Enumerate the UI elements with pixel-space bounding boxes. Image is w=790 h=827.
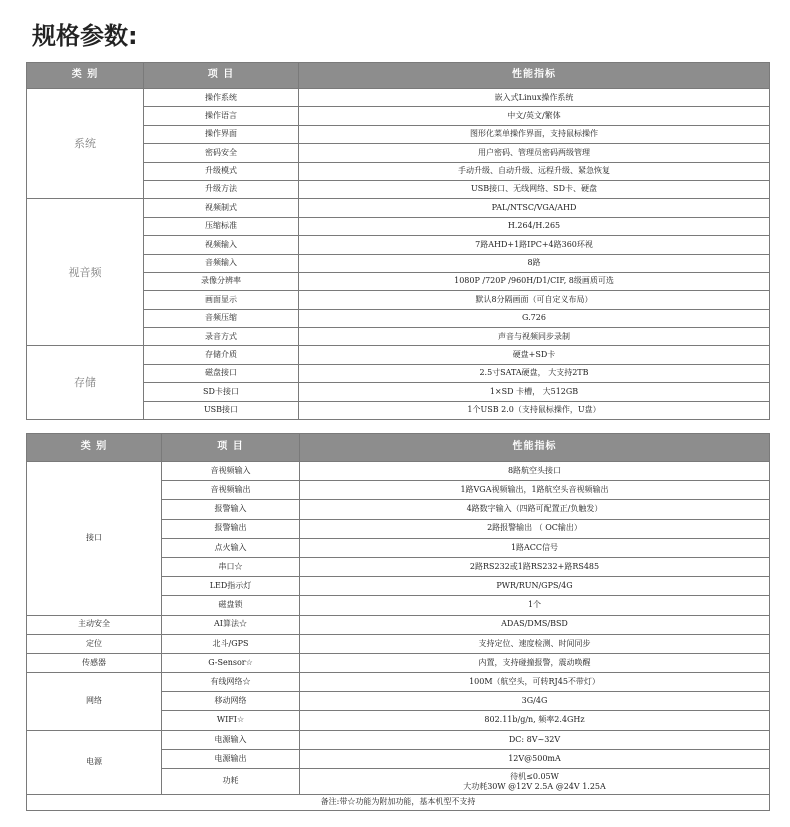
spec-cell: 用户密码、管理员密码两级管理 bbox=[299, 144, 770, 162]
item-cell: G-Sensor☆ bbox=[162, 653, 300, 672]
spec-cell: PAL/NTSC/VGA/AHD bbox=[299, 199, 770, 217]
spec-cell: 7路AHD+1路IPC+4路360环视 bbox=[299, 236, 770, 254]
table-row bbox=[27, 673, 770, 692]
item-cell: SD卡接口 bbox=[144, 383, 299, 401]
item-cell: 操作语言 bbox=[144, 107, 299, 125]
item-cell: 磁盘锁 bbox=[162, 596, 300, 615]
item-cell: 升级模式 bbox=[144, 162, 299, 180]
item-cell: 串口☆ bbox=[162, 557, 300, 576]
category-cell: 接口 bbox=[27, 462, 162, 616]
category-cell: 定位 bbox=[27, 634, 162, 653]
item-cell: 操作系统 bbox=[144, 89, 299, 107]
spec-cell: 1×SD 卡槽， 大512GB bbox=[299, 383, 770, 401]
category-cell: 存储 bbox=[27, 346, 144, 420]
item-cell: 画面显示 bbox=[144, 291, 299, 309]
header-item: 项 目 bbox=[162, 434, 300, 462]
header-category: 类 别 bbox=[27, 434, 162, 462]
table-row bbox=[27, 653, 770, 672]
item-cell: 电源输出 bbox=[162, 749, 300, 768]
header-spec: 性能指标 bbox=[300, 434, 770, 462]
item-cell: 升级方法 bbox=[144, 180, 299, 198]
spec-cell: USB接口、无线网络、SD卡、硬盘 bbox=[299, 180, 770, 198]
spec-cell: DC: 8V~32V bbox=[300, 730, 770, 749]
spec-cell: 嵌入式Linux操作系统 bbox=[299, 89, 770, 107]
spec-cell: 1路VGA视频输出，1路航空头音视频输出 bbox=[300, 481, 770, 500]
spec-cell: 内置，支持碰撞报警，震动唤醒 bbox=[300, 653, 770, 672]
spec-cell: 802.11b/g/n, 频率2.4GHz bbox=[300, 711, 770, 730]
spec-cell: 2路报警输出 （ OC输出） bbox=[300, 519, 770, 538]
spec-cell: 2.5寸SATA硬盘， 大支持2TB bbox=[299, 364, 770, 382]
spec-cell: 4路数字输入（四路可配置正/负触发） bbox=[300, 500, 770, 519]
item-cell: 点火输入 bbox=[162, 538, 300, 557]
header-spec: 性能指标 bbox=[299, 63, 770, 89]
item-cell: 录音方式 bbox=[144, 328, 299, 346]
spec-cell: 支持定位、速度检测、时间同步 bbox=[300, 634, 770, 653]
item-cell: 有线网络☆ bbox=[162, 673, 300, 692]
spec-cell: 1个 bbox=[300, 596, 770, 615]
category-cell: 网络 bbox=[27, 673, 162, 731]
item-cell: 录像分辨率 bbox=[144, 272, 299, 290]
spec-cell: 硬盘+SD卡 bbox=[299, 346, 770, 364]
item-cell: 移动网络 bbox=[162, 692, 300, 711]
category-cell: 视音频 bbox=[27, 199, 144, 346]
spec-cell: 3G/4G bbox=[300, 692, 770, 711]
item-cell: 报警输出 bbox=[162, 519, 300, 538]
spec-cell: 1个USB 2.0（支持鼠标操作，U盘） bbox=[299, 401, 770, 419]
item-cell: 磁盘接口 bbox=[144, 364, 299, 382]
spec-cell: 8路航空头接口 bbox=[300, 462, 770, 481]
spec-cell: 默认8分隔画面（可自定义布局） bbox=[299, 291, 770, 309]
spec-table-2 bbox=[26, 433, 770, 811]
category-cell: 传感器 bbox=[27, 653, 162, 672]
spec-cell: 手动升级、自动升级、远程升级、紧急恢复 bbox=[299, 162, 770, 180]
page-title: 规格参数: bbox=[32, 22, 138, 50]
table-row bbox=[27, 89, 770, 107]
category-cell: 系统 bbox=[27, 89, 144, 199]
spec-cell: 1080P /720P /960H/D1/CIF, 8级画质可选 bbox=[299, 272, 770, 290]
spec-cell: ADAS/DMS/BSD bbox=[300, 615, 770, 634]
spec-cell: PWR/RUN/GPS/4G bbox=[300, 577, 770, 596]
spec-table-1 bbox=[26, 62, 770, 420]
item-cell: 报警输入 bbox=[162, 500, 300, 519]
category-cell: 电源 bbox=[27, 730, 162, 794]
table-row bbox=[27, 346, 770, 364]
spec-cell: 2路RS232或1路RS232+路RS485 bbox=[300, 557, 770, 576]
category-cell: 主动安全 bbox=[27, 615, 162, 634]
table-row bbox=[27, 730, 770, 749]
spec-cell: 8路 bbox=[299, 254, 770, 272]
item-cell: 音视频输入 bbox=[162, 462, 300, 481]
table-header-row bbox=[27, 434, 770, 462]
item-cell: 存储介质 bbox=[144, 346, 299, 364]
item-cell: 视频制式 bbox=[144, 199, 299, 217]
footnote-row bbox=[27, 795, 770, 811]
item-cell: 密码安全 bbox=[144, 144, 299, 162]
item-cell: 音频压缩 bbox=[144, 309, 299, 327]
item-cell: WIFI☆ bbox=[162, 711, 300, 730]
item-cell: 音频输入 bbox=[144, 254, 299, 272]
spec-cell: 图形化菜单操作界面，支持鼠标操作 bbox=[299, 125, 770, 143]
item-cell: LED指示灯 bbox=[162, 577, 300, 596]
header-category: 类 别 bbox=[27, 63, 144, 89]
table-row bbox=[27, 199, 770, 217]
spec-cell: 12V@500mA bbox=[300, 749, 770, 768]
spec-cell: H.264/H.265 bbox=[299, 217, 770, 235]
item-cell: 操作界面 bbox=[144, 125, 299, 143]
table-row bbox=[27, 462, 770, 481]
table-row bbox=[27, 615, 770, 634]
item-cell: 北斗/GPS bbox=[162, 634, 300, 653]
table-row bbox=[27, 634, 770, 653]
spec-cell: 声音与视频同步录制 bbox=[299, 328, 770, 346]
item-cell: 功耗 bbox=[162, 769, 300, 795]
spec-cell: 100M（航空头，可转RJ45不带灯） bbox=[300, 673, 770, 692]
table-header-row bbox=[27, 63, 770, 89]
item-cell: 视频输入 bbox=[144, 236, 299, 254]
header-item: 项 目 bbox=[144, 63, 299, 89]
footnote: 备注:带☆功能为附加功能，基本机型不支持 bbox=[27, 795, 770, 811]
spec-cell: 待机≤0.05W 大功耗30W @12V 2.5A @24V 1.25A bbox=[300, 769, 770, 795]
item-cell: 压缩标准 bbox=[144, 217, 299, 235]
item-cell: USB接口 bbox=[144, 401, 299, 419]
item-cell: AI算法☆ bbox=[162, 615, 300, 634]
spec-cell: G.726 bbox=[299, 309, 770, 327]
item-cell: 电源输入 bbox=[162, 730, 300, 749]
spec-cell: 中文/英文/繁体 bbox=[299, 107, 770, 125]
item-cell: 音视频输出 bbox=[162, 481, 300, 500]
spec-cell: 1路ACC信号 bbox=[300, 538, 770, 557]
